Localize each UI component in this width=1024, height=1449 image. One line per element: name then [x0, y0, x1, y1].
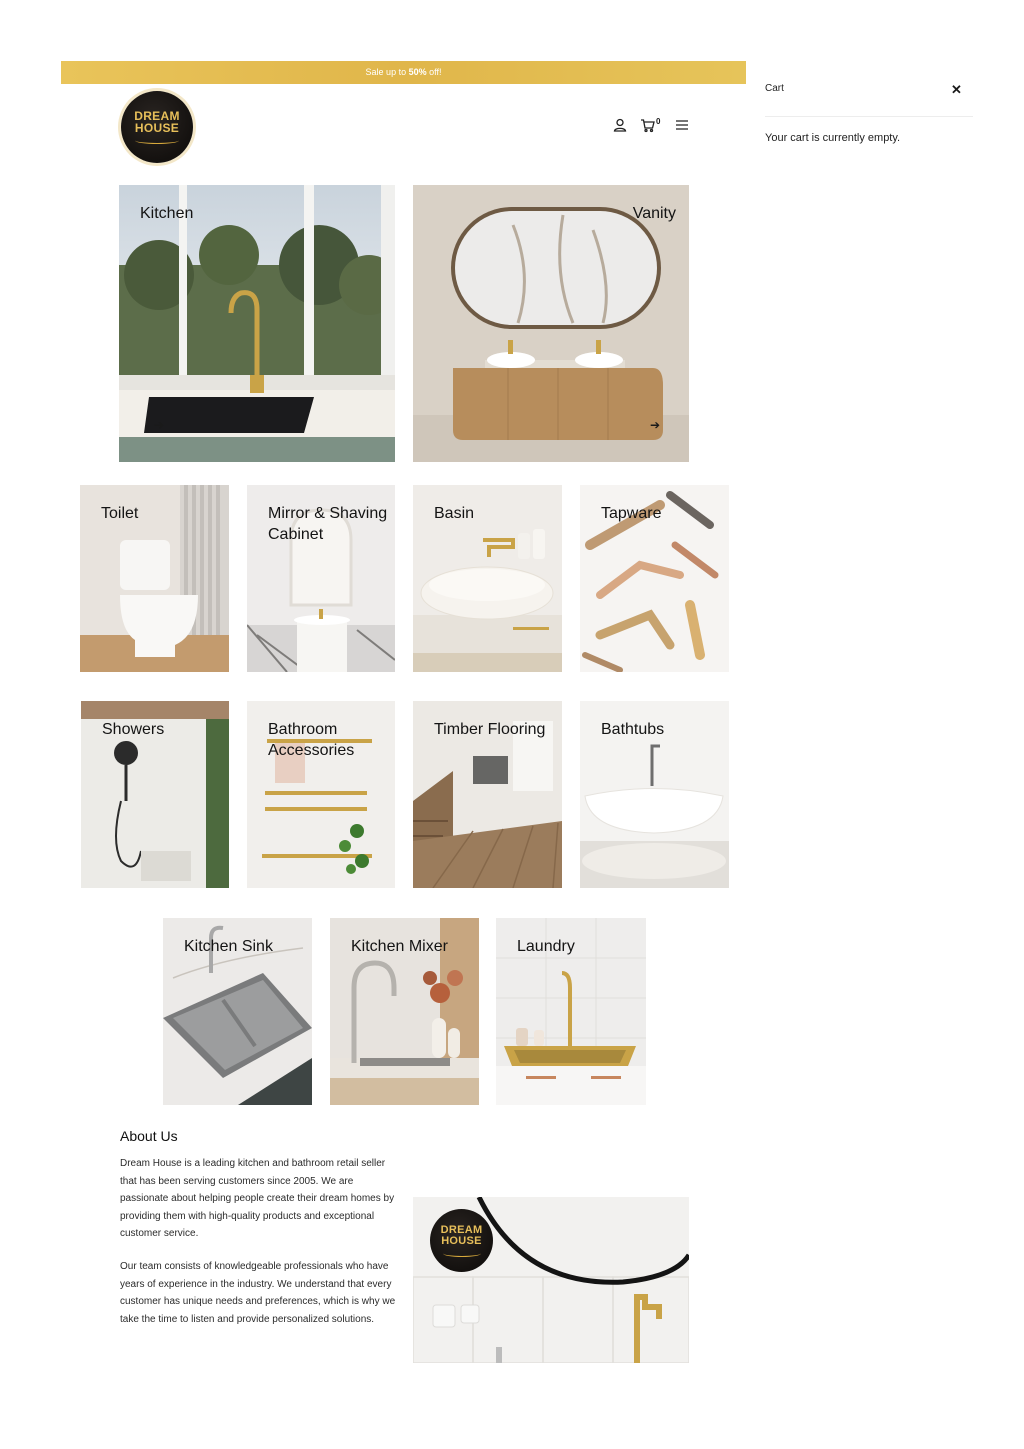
- announcement-highlight: 50%: [408, 67, 427, 77]
- category-tile-mirror-shaving-cabinet[interactable]: [247, 485, 395, 672]
- cart-divider: [765, 116, 973, 117]
- cart-icon[interactable]: [640, 117, 656, 133]
- about-paragraph-2: Our team consists of knowledgeable professionals who have years of experience in the industry. We understand that every customer has unique needs and preferences, which is why we take the time to listen and provide personalized solutions.: [120, 1261, 396, 1325]
- category-label-basin: Basin: [434, 505, 475, 522]
- about-image: [413, 1197, 689, 1363]
- about-logo-line1: DREAM: [440, 1223, 483, 1236]
- category-label-showers: Showers: [102, 721, 165, 738]
- category-tile-showers[interactable]: [81, 701, 229, 888]
- category-label-bathroom-accessories: Bathroom Accessories: [268, 721, 355, 759]
- category-tile-toilet[interactable]: [80, 485, 229, 672]
- category-label-tapware: Tapware: [601, 505, 662, 522]
- category-tile-basin[interactable]: [413, 485, 562, 672]
- arrow-right-icon[interactable]: ➔: [649, 418, 661, 432]
- announcement-prefix: Sale up to: [365, 67, 409, 77]
- user-icon[interactable]: [612, 117, 628, 133]
- category-label-mirror-shaving-cabinet: Mirror & Shaving Cabinet: [268, 505, 388, 543]
- cart-empty-message: Your cart is currently empty.: [765, 132, 901, 144]
- category-tile-kitchen-mixer[interactable]: [330, 918, 479, 1105]
- category-label-laundry: Laundry: [517, 938, 575, 955]
- about-logo-line2: HOUSE: [441, 1234, 482, 1247]
- about-title: About Us: [120, 1128, 178, 1144]
- category-tile-laundry[interactable]: [496, 918, 646, 1105]
- logo-swoosh: [135, 137, 179, 144]
- category-tile-vanity[interactable]: [413, 185, 689, 462]
- logo-text-line1: DREAM: [134, 109, 180, 123]
- close-icon[interactable]: ✕: [951, 82, 962, 97]
- menu-icon[interactable]: [674, 117, 690, 133]
- cart-count-badge: 0: [656, 117, 661, 126]
- about-logo: [430, 1209, 493, 1272]
- logo-text-line2: HOUSE: [134, 121, 180, 135]
- category-label-kitchen-mixer: Kitchen Mixer: [351, 938, 448, 955]
- category-label-bathtubs: Bathtubs: [601, 721, 665, 738]
- about-paragraph-1: Dream House is a leading kitchen and bathroom retail seller that has been serving customers since 2005. We are passionate about helping people create their dream homes by providing them with high-quality products and exceptional customer service.: [120, 1158, 395, 1239]
- category-label-timber-flooring: Timber Flooring: [434, 721, 546, 738]
- category-tile-tapware[interactable]: [580, 485, 729, 672]
- arrow-right-icon[interactable]: ➔: [153, 418, 165, 432]
- site-logo[interactable]: [121, 91, 193, 163]
- cart-drawer-title: Cart: [765, 83, 784, 94]
- category-label-kitchen-sink: Kitchen Sink: [184, 938, 273, 955]
- announcement-suffix: off!: [426, 67, 442, 77]
- category-tile-kitchen[interactable]: [119, 185, 395, 462]
- about-logo-swoosh: [443, 1250, 481, 1257]
- category-tile-bathtubs[interactable]: [580, 701, 729, 888]
- category-tile-kitchen-sink[interactable]: [163, 918, 312, 1105]
- category-label-toilet: Toilet: [101, 505, 139, 522]
- category-tile-bathroom-accessories[interactable]: [247, 701, 395, 888]
- announcement-bar: [61, 61, 746, 84]
- category-tile-timber-flooring[interactable]: [413, 701, 562, 888]
- category-label-vanity: Vanity: [632, 205, 676, 222]
- category-label-kitchen: Kitchen: [140, 205, 194, 222]
